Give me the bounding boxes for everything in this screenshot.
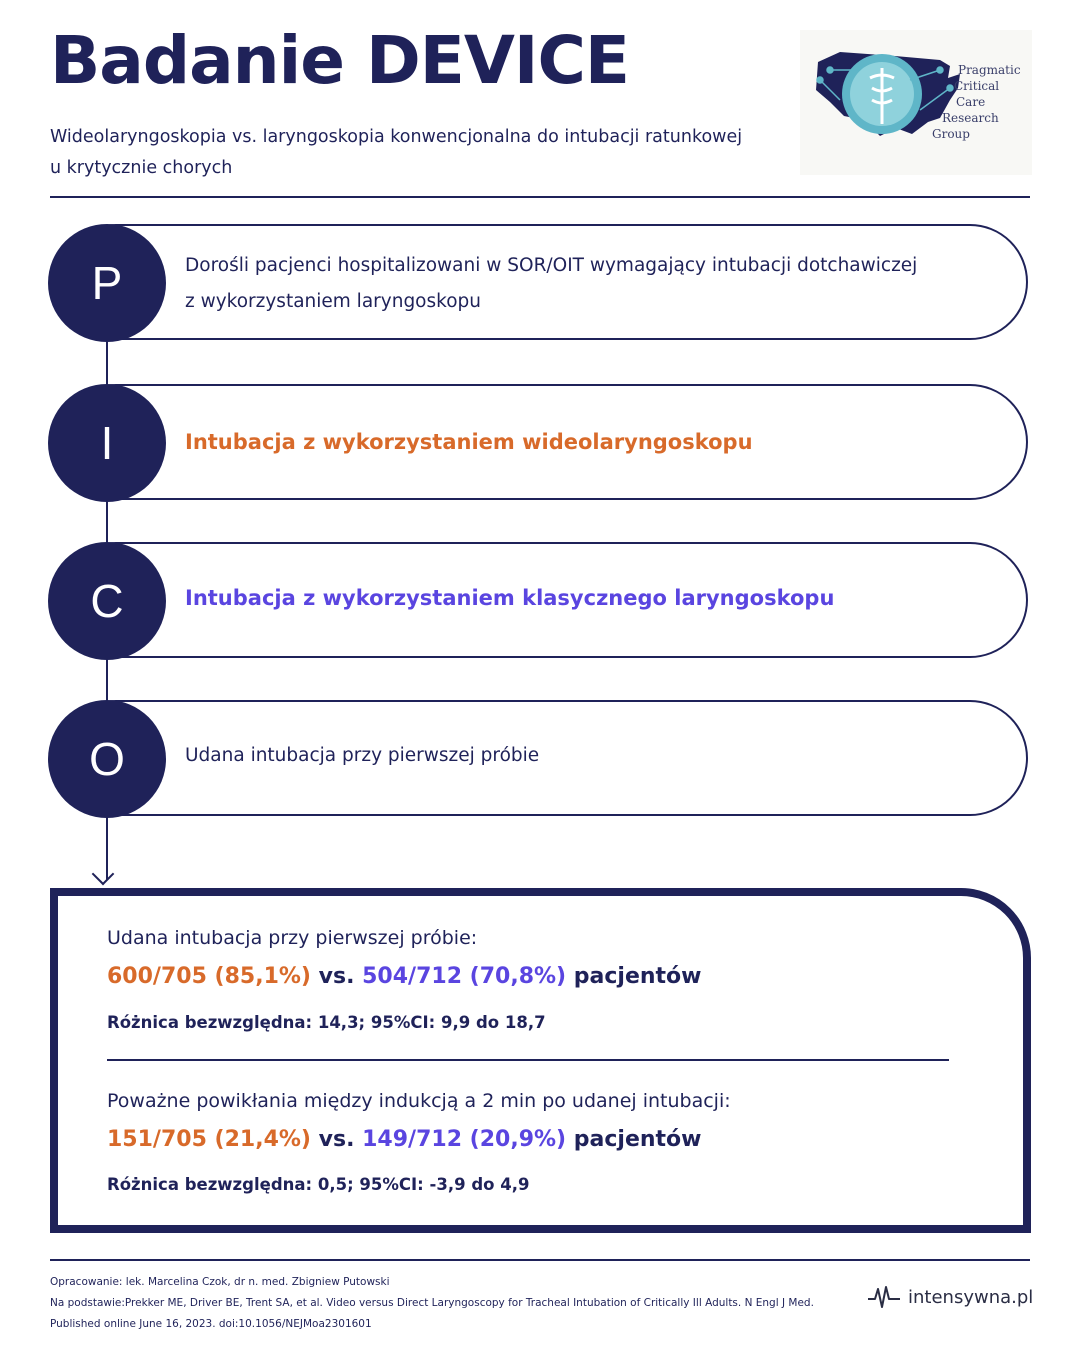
pico-letter-c: C bbox=[48, 542, 166, 660]
pico-letter-o: O bbox=[48, 700, 166, 818]
pico-text-outcome: Udana intubacja przy pierwszej próbie bbox=[185, 745, 540, 766]
secondary-outcome-values bbox=[107, 1127, 702, 1152]
subtitle-line-1: Wideolaryngoskopia vs. laryngoskopia konwencjonalna do intubacji ratunkowej bbox=[50, 127, 743, 147]
primary-intervention-value: 600/705 (85,1%) bbox=[107, 964, 311, 989]
primary-difference: Różnica bezwzględna: 14,3; 95%CI: 9,9 do 18,7 bbox=[107, 1013, 546, 1032]
pccrg-logo bbox=[800, 30, 1032, 175]
primary-vs: vs. bbox=[318, 964, 355, 989]
primary-outcome-values bbox=[107, 964, 702, 989]
primary-outcome-label: Udana intubacja przy pierwszej próbie: bbox=[107, 927, 478, 949]
secondary-difference: Różnica bezwzględna: 0,5; 95%CI: -3,9 do 4,9 bbox=[107, 1175, 530, 1194]
header-divider bbox=[50, 196, 1030, 198]
pico-text-intervention: Intubacja z wykorzystaniem wideolaryngoskopu bbox=[185, 430, 753, 454]
results-divider bbox=[107, 1059, 949, 1061]
population-line-2: z wykorzystaniem laryngoskopu bbox=[185, 291, 481, 312]
footer-source: Na podstawie:Prekker ME, Driver BE, Trent SA, et al. Video versus Direct Laryngoscopy for Tracheal Intubation of Critically Ill Adults. N Engl J Med. bbox=[50, 1297, 814, 1309]
footer-published: Published online June 16, 2023. doi:10.1056/NEJMoa2301601 bbox=[50, 1318, 372, 1330]
primary-unit: pacjentów bbox=[573, 964, 702, 989]
secondary-intervention-value: 151/705 (21,4%) bbox=[107, 1127, 311, 1152]
brand-logo[interactable] bbox=[866, 1282, 1033, 1312]
pico-letter-i: I bbox=[48, 384, 166, 502]
footer-divider bbox=[50, 1259, 1030, 1261]
pico-text-population bbox=[185, 248, 985, 320]
secondary-control-value: 149/712 (20,9%) bbox=[362, 1127, 567, 1152]
logo-text-5: Group bbox=[932, 127, 970, 141]
page-title: Badanie DEVICE bbox=[50, 22, 630, 99]
secondary-outcome-label: Poważne powikłania między indukcją a 2 min po udanej intubacji: bbox=[107, 1090, 731, 1112]
heartbeat-icon bbox=[866, 1283, 902, 1311]
pico-text-comparison: Intubacja z wykorzystaniem klasycznego laryngoskopu bbox=[185, 586, 835, 610]
pico-letter-p: P bbox=[48, 224, 166, 342]
logo-text-1: Pragmatic bbox=[958, 63, 1021, 77]
page-subtitle bbox=[50, 122, 800, 184]
brand-name: intensywna.pl bbox=[908, 1286, 1034, 1308]
primary-control-value: 504/712 (70,8%) bbox=[362, 964, 567, 989]
population-line-1: Dorośli pacjenci hospitalizowani w SOR/OIT wymagający intubacji dotchawiczej bbox=[185, 255, 918, 276]
us-map-logo-icon bbox=[800, 30, 1032, 175]
logo-text-4: Research bbox=[942, 111, 999, 125]
footer-authors: Opracowanie: lek. Marcelina Czok, dr n. med. Zbigniew Putowski bbox=[50, 1276, 390, 1288]
arrow-down-icon bbox=[92, 863, 115, 886]
logo-text-2: Critical bbox=[954, 79, 1000, 93]
secondary-vs: vs. bbox=[318, 1127, 355, 1152]
subtitle-line-2: u krytycznie chorych bbox=[50, 158, 233, 178]
logo-text-3: Care bbox=[956, 95, 986, 109]
secondary-unit: pacjentów bbox=[573, 1127, 702, 1152]
